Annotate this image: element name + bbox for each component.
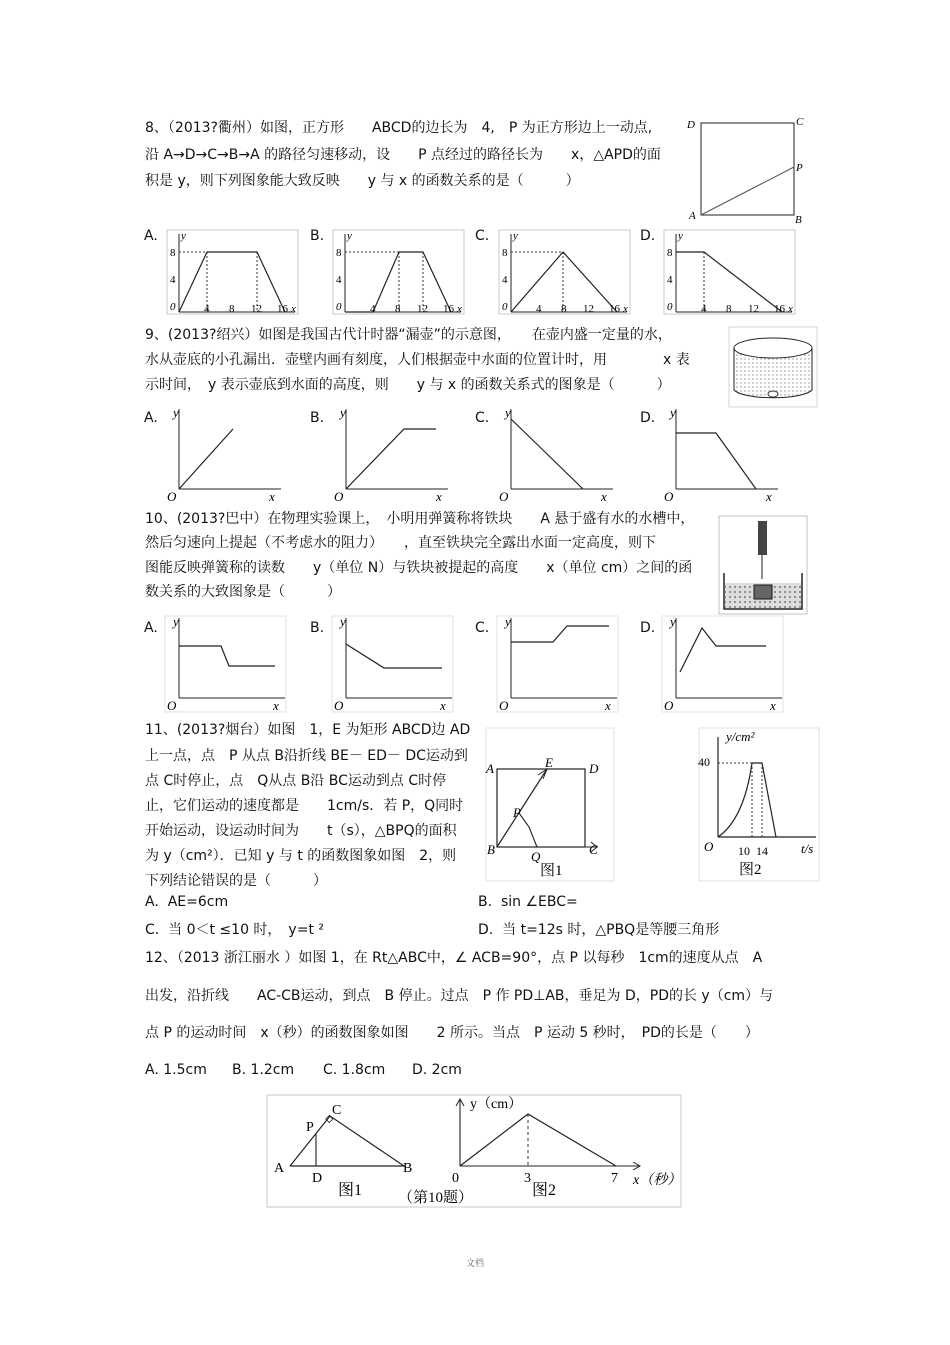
- svg-text:y: y: [513, 230, 518, 242]
- svg-text:4: 4: [701, 303, 707, 315]
- q11-choice-a: A. AE=6cm: [145, 894, 229, 910]
- svg-text:图2: 图2: [739, 862, 762, 878]
- q9-option-b: B.: [310, 410, 325, 426]
- svg-text:B: B: [487, 842, 495, 857]
- q8-graph-b: [331, 228, 466, 316]
- svg-text:x: x: [788, 303, 793, 315]
- q10-option-d: D.: [640, 620, 656, 636]
- svg-text:y: y: [670, 405, 676, 420]
- svg-text:16: 16: [443, 303, 454, 315]
- svg-text:16: 16: [277, 303, 288, 315]
- svg-text:16: 16: [609, 303, 620, 315]
- q10-graph-d: [660, 614, 785, 714]
- svg-text:x: x: [436, 489, 442, 503]
- q12-answer-c: C. 1.8cm: [323, 1062, 386, 1078]
- q12-answer-d: D. 2cm: [412, 1062, 462, 1078]
- svg-text:y: y: [670, 614, 676, 629]
- svg-text:4: 4: [204, 303, 210, 315]
- q10-graph-a: [163, 614, 288, 714]
- svg-text:图1: 图1: [338, 1182, 363, 1199]
- svg-text:10: 10: [738, 844, 750, 858]
- q11-line-5: 开始运动，设运动时间为 t（s），△BPQ的面积: [145, 823, 457, 839]
- q11-line-7: 下列结论错误的是（ ）: [145, 873, 327, 889]
- q9-option-a: A.: [144, 410, 158, 426]
- svg-text:7: 7: [611, 1171, 618, 1186]
- q8-label-B: B: [795, 214, 802, 225]
- svg-text:图2: 图2: [532, 1182, 557, 1199]
- q9-graph-d: [660, 405, 780, 503]
- q9-option-c: C.: [475, 410, 490, 426]
- q8-square-figure: [683, 115, 808, 225]
- svg-text:0: 0: [667, 301, 673, 313]
- svg-text:y: y: [173, 405, 179, 420]
- svg-text:O: O: [704, 839, 714, 854]
- q12-line-2: 出发，沿折线 AC-CB运动，到点 B 停止。过点 P 作 PD⊥AB，垂足为 D，PD的长 y（cm）与: [145, 988, 774, 1004]
- page-footer: 文档: [465, 1259, 484, 1269]
- svg-text:x: x: [440, 698, 446, 713]
- q8-graph-a: [165, 228, 300, 316]
- q8-line-1: 8、（2013?衢州）如图，正方形 ABCD的边长为 4, P 为正方形边上一动点,: [145, 120, 653, 136]
- svg-text:14: 14: [756, 844, 768, 858]
- svg-text:O: O: [499, 489, 509, 503]
- q10-line-4: 数关系的大致图象是（ ）: [145, 584, 341, 600]
- q10-graph-c: [495, 614, 620, 714]
- svg-text:C: C: [589, 842, 598, 857]
- svg-text:P: P: [513, 805, 521, 820]
- q11-line-3: 点 C时停止，点 Q从点 B沿 BC运动到点 C时停: [145, 773, 447, 789]
- q9-option-d: D.: [640, 410, 656, 426]
- svg-text:4: 4: [170, 274, 176, 286]
- q8-option-d: D.: [640, 228, 656, 244]
- svg-text:8: 8: [170, 247, 176, 259]
- q8-option-b: B.: [310, 228, 325, 244]
- svg-text:x（秒）: x（秒）: [633, 1173, 682, 1188]
- q8-line-2: 沿 A→D→C→B→A 的路径匀速移动，设 P 点经过的路径长为 x，△APD的面: [145, 147, 661, 163]
- svg-text:y: y: [505, 405, 511, 420]
- q9-graph-c: [495, 405, 615, 503]
- q8-option-c: C.: [475, 228, 490, 244]
- q8-label-P: P: [796, 162, 803, 174]
- svg-text:O: O: [334, 489, 344, 503]
- q10-spring-scale-figure: [718, 515, 808, 615]
- svg-text:4: 4: [336, 274, 342, 286]
- svg-text:D: D: [312, 1171, 323, 1186]
- svg-text:x: x: [766, 489, 772, 503]
- svg-text:B: B: [403, 1161, 413, 1176]
- svg-text:C: C: [332, 1103, 342, 1118]
- svg-text:t/s: t/s: [801, 841, 814, 856]
- svg-text:A: A: [274, 1161, 285, 1176]
- q11-choice-c: C. 当 0＜t ≤10 时， y=t ²: [145, 922, 324, 938]
- svg-text:x: x: [601, 489, 607, 503]
- svg-text:P: P: [306, 1120, 314, 1135]
- q11-choice-d: D. 当 t=12s 时，△PBQ是等腰三角形: [478, 922, 720, 938]
- q8-label-D: D: [687, 119, 695, 131]
- q11-figure-2: [698, 727, 820, 882]
- q9-graph-b: [330, 405, 450, 503]
- svg-text:O: O: [167, 698, 177, 713]
- q10-line-1: 10、(2013?巴中）在物理实验课上， 小明用弹簧称将铁块 A 悬于盛有水的水槽中，: [145, 511, 695, 527]
- q10-option-b: B.: [310, 620, 325, 636]
- svg-text:O: O: [664, 698, 674, 713]
- q10-option-c: C.: [475, 620, 490, 636]
- svg-text:8: 8: [336, 247, 342, 259]
- svg-text:x: x: [291, 303, 296, 315]
- svg-text:y: y: [173, 614, 179, 629]
- svg-text:y: y: [181, 230, 186, 242]
- svg-text:x: x: [273, 698, 279, 713]
- q8-option-a: A.: [144, 228, 158, 244]
- q11-figure-1: [485, 727, 615, 882]
- svg-text:12: 12: [417, 303, 428, 315]
- svg-text:8: 8: [502, 247, 508, 259]
- svg-text:8: 8: [561, 303, 567, 315]
- q11-line-6: 为 y（cm²）．已知 y 与 t 的函数图象如图 2，则: [145, 848, 457, 864]
- svg-text:O: O: [499, 698, 509, 713]
- svg-text:8: 8: [395, 303, 401, 315]
- q9-line-1: 9、(2013?绍兴）如图是我国古代计时器“漏壶”的示意图， 在壶内盛一定量的水，: [145, 327, 672, 343]
- q9-water-clock-figure: [728, 326, 818, 408]
- svg-text:0: 0: [336, 301, 342, 313]
- svg-text:0: 0: [502, 301, 508, 313]
- svg-text:12: 12: [583, 303, 594, 315]
- svg-text:4: 4: [667, 274, 673, 286]
- svg-text:40: 40: [698, 755, 710, 769]
- q10-line-2: 然后匀速向上提起（不考虑水的阻力） ，直至铁块完全露出水面一定高度，则下: [145, 535, 656, 551]
- q11-line-2: 上一点，点 P 从点 B沿折线 BE－ ED－ DC运动到: [145, 748, 468, 764]
- q10-option-a: A.: [144, 620, 158, 636]
- svg-text:16: 16: [774, 303, 785, 315]
- svg-text:y/cm²: y/cm²: [726, 729, 755, 744]
- svg-text:8: 8: [667, 247, 673, 259]
- q10-graph-b: [330, 614, 455, 714]
- svg-text:D: D: [589, 761, 599, 776]
- svg-text:x: x: [623, 303, 628, 315]
- svg-text:Q: Q: [531, 849, 541, 864]
- svg-text:y: y: [505, 614, 511, 629]
- svg-text:x: x: [269, 489, 275, 503]
- svg-text:y: y: [678, 230, 683, 242]
- svg-text:y（cm）: y（cm）: [470, 1097, 523, 1112]
- q8-line-3: 积是 y，则下列图象能大致反映 y 与 x 的函数关系的是（ ）: [145, 173, 580, 189]
- q12-line-1: 12、（2013 浙江丽水 ）如图 1，在 Rt△ABC中，∠ ACB=90°，点 P 以每秒 1cm的速度从点 A: [145, 950, 763, 966]
- q8-graph-d: [662, 228, 797, 316]
- q11-line-4: 止，它们运动的速度都是 1cm/s．若 P，Q同时: [145, 798, 464, 814]
- svg-text:12: 12: [748, 303, 759, 315]
- q12-answer-b: B. 1.2cm: [232, 1062, 295, 1078]
- q8-graph-c: [497, 228, 632, 316]
- svg-text:4: 4: [370, 303, 376, 315]
- q8-label-C: C: [796, 116, 804, 128]
- svg-text:x: x: [770, 698, 776, 713]
- q12-line-3: 点 P 的运动时间 x（秒）的函数图象如图 2 所示。当点 P 运动 5 秒时， PD的长是（ ）: [145, 1025, 759, 1041]
- q8-label-A: A: [689, 210, 696, 222]
- q9-graph-a: [163, 405, 283, 503]
- svg-text:O: O: [334, 698, 344, 713]
- svg-text:0: 0: [170, 301, 176, 313]
- q12-figures: [266, 1094, 682, 1208]
- svg-text:x: x: [605, 698, 611, 713]
- svg-text:3: 3: [524, 1171, 531, 1186]
- svg-text:O: O: [167, 489, 177, 503]
- svg-text:图1: 图1: [540, 863, 563, 879]
- svg-text:0: 0: [452, 1171, 459, 1186]
- q9-line-2: 水从壶底的小孔漏出．壶壁内画有刻度，人们根据壶中水面的位置计时，用 x 表: [145, 352, 690, 368]
- svg-text:8: 8: [726, 303, 732, 315]
- q9-line-3: 示时间， y 表示壶底到水面的高度，则 y 与 x 的函数关系式的图象是（ ）: [145, 377, 671, 393]
- q11-choice-b: B. sin ∠EBC=: [478, 894, 578, 910]
- svg-text:4: 4: [536, 303, 542, 315]
- svg-text:y: y: [340, 614, 346, 629]
- svg-text:4: 4: [502, 274, 508, 286]
- svg-text:A: A: [486, 761, 494, 776]
- svg-text:x: x: [457, 303, 462, 315]
- svg-text:E: E: [545, 755, 553, 770]
- svg-text:12: 12: [251, 303, 262, 315]
- svg-text:y: y: [347, 230, 352, 242]
- svg-text:O: O: [664, 489, 674, 503]
- q12-answer-a: A. 1.5cm: [145, 1062, 207, 1078]
- svg-text:（第10题）: （第10题）: [398, 1190, 474, 1206]
- svg-text:y: y: [340, 405, 346, 420]
- q10-line-3: 图能反映弹簧称的读数 y（单位 N）与铁块被提起的高度 x（单位 cm）之间的函: [145, 560, 693, 576]
- q11-line-1: 11、(2013?烟台）如图 1，E 为矩形 ABCD边 AD: [145, 722, 471, 738]
- svg-text:8: 8: [229, 303, 235, 315]
